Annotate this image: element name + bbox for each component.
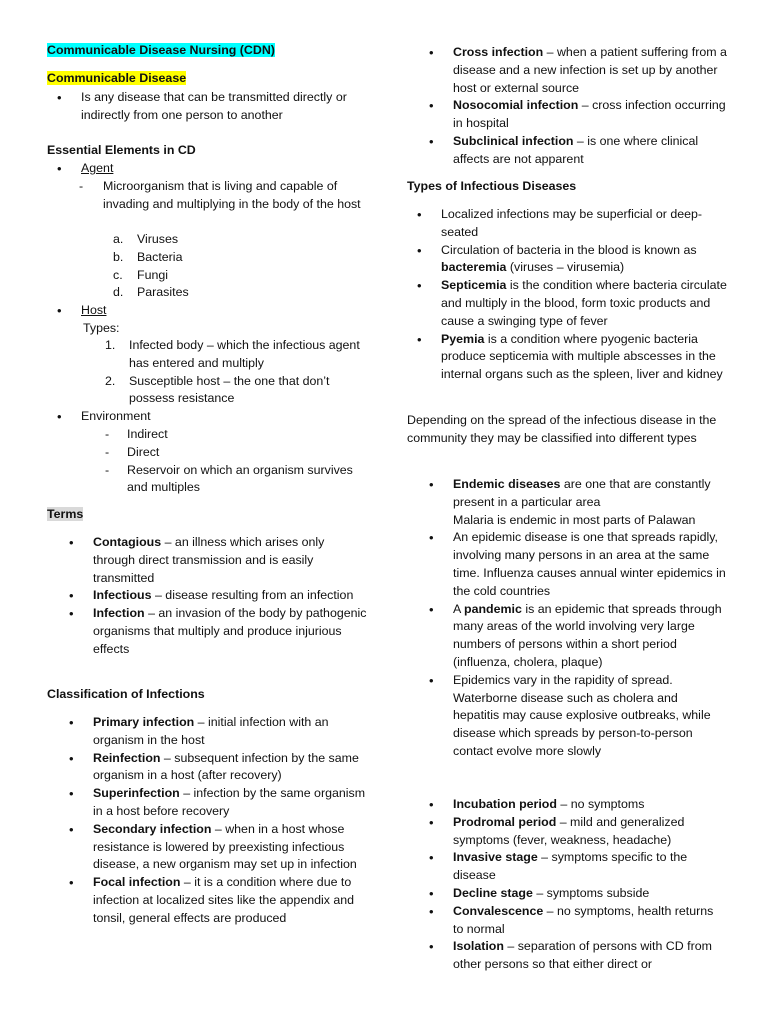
bacteremia-term: bacteremia bbox=[441, 260, 507, 275]
classification-term: Reinfection bbox=[93, 750, 161, 765]
classification-desc: – infection by the same organism in a host before recovery bbox=[93, 786, 366, 818]
stage-term: Decline stage bbox=[453, 885, 533, 900]
types-list bbox=[407, 206, 727, 384]
infection-kind-item bbox=[407, 97, 727, 133]
infection-kind-item bbox=[407, 133, 727, 169]
infection-kind-item bbox=[407, 44, 727, 97]
agent-type-item: b. Bacteria bbox=[47, 249, 367, 267]
endemic-term: Endemic diseases bbox=[453, 477, 561, 491]
term-name: Infection bbox=[93, 606, 145, 621]
stage-term: Isolation bbox=[453, 939, 504, 954]
infection-kind-term: Nosocomial infection bbox=[453, 98, 579, 113]
classification-term: Primary infection bbox=[93, 715, 195, 729]
environment-sub-item: - Indirect bbox=[47, 426, 367, 444]
agent-desc-list bbox=[47, 178, 367, 214]
infection-kind-desc: – when a patient suffering from a disease and a new infection is set up by another host or external source bbox=[453, 45, 727, 95]
environment-sub-item: - Direct bbox=[47, 444, 367, 462]
pandemic-term: pandemic bbox=[464, 601, 522, 616]
classification-item bbox=[47, 821, 367, 874]
spread-item-rapidity: • Epidemics vary in the rapidity of spread. Waterborne disease such as cholera and hepatitis may cause explosive outbreaks, while disease which spreads by person-to-person contact evolve more slowly bbox=[407, 672, 727, 761]
type-item-localized: • Localized infections may be superficial or deep-seated bbox=[407, 206, 727, 242]
endemic-example: Malaria is endemic in most parts of Palawan bbox=[453, 512, 696, 527]
classification-desc: – it is a condition where due to infection at localized sites like the appendix and tonsil, general effects are produced bbox=[93, 875, 355, 925]
host-types-label: Types: bbox=[83, 321, 120, 335]
stage-item bbox=[407, 903, 727, 939]
agent-label: Agent bbox=[81, 161, 114, 175]
classification-term: Focal infection bbox=[93, 875, 181, 890]
cd-heading bbox=[47, 70, 367, 88]
pyemia-desc: is a condition where pyogenic bacteria produce septicemia with multiple abscesses in the internal organs such as the spleen, liver and kidney bbox=[441, 331, 723, 382]
classification-desc: – subsequent infection by the same organism in a host (after recovery) bbox=[93, 750, 359, 783]
host-item bbox=[47, 302, 367, 320]
infection-kind-desc: – is one where clinical affects are not apparent bbox=[453, 133, 699, 166]
stage-term: Invasive stage bbox=[453, 850, 538, 865]
agent-type-item: a. Viruses bbox=[47, 231, 367, 249]
agent-desc: - Microorganism that is living and capable of invading and multiplying in the body of the host bbox=[47, 178, 367, 214]
infection-kinds-list bbox=[407, 44, 727, 169]
classification-term: Secondary infection bbox=[93, 821, 212, 836]
spread-item-endemic bbox=[407, 476, 727, 529]
types-heading: Types of Infectious Diseases bbox=[407, 179, 577, 193]
environment-sub-list bbox=[47, 426, 367, 497]
terms-heading-text: Terms bbox=[47, 507, 84, 521]
endemic-desc: are one that are constantly present in a particular area bbox=[453, 477, 711, 509]
host-list bbox=[47, 302, 367, 320]
septicemia-term: Septicemia bbox=[441, 278, 507, 293]
stage-item bbox=[407, 814, 727, 850]
stage-desc: – no symptoms, health returns to normal bbox=[453, 903, 714, 936]
stage-item bbox=[407, 849, 727, 885]
document-title bbox=[47, 42, 367, 60]
spread-item-pandemic bbox=[407, 601, 727, 672]
spread-paragraph: Depending on the spread of the infectious disease in the community they may be classified into different types bbox=[407, 413, 717, 445]
pandemic-desc: is an epidemic that spreads through many areas of the world involving very large numbers of persons within a short period (influenza, cholera, plaque) bbox=[453, 601, 722, 669]
infection-kind-term: Subclinical infection bbox=[453, 133, 574, 148]
host-type-item: 1. Infected body – which the infectious agent has entered and multiply bbox=[47, 337, 367, 373]
classification-heading: Classification of Infections bbox=[47, 687, 205, 701]
stage-term: Prodromal period bbox=[453, 814, 557, 829]
stage-item bbox=[407, 885, 727, 903]
septicemia-desc: is the condition where bacteria circulate and multiply in the blood, form toxic products and cause a swinging type of fever bbox=[441, 278, 727, 328]
classification-desc: – initial infection with an organism in the host bbox=[93, 715, 329, 747]
pandemic-pre: A bbox=[453, 601, 465, 616]
agent-item bbox=[47, 160, 367, 178]
stage-desc: – mild and generalized symptoms (fever, weakness, headache) bbox=[453, 814, 685, 847]
agent-types-list bbox=[47, 231, 367, 302]
host-type-item: 2. Susceptible host – the one that don’t possess resistance bbox=[47, 373, 367, 409]
stage-term: Incubation period bbox=[453, 797, 557, 811]
classification-list bbox=[47, 714, 367, 928]
stage-desc: – no symptoms bbox=[556, 797, 645, 811]
stage-item bbox=[407, 938, 727, 974]
stage-term: Convalescence bbox=[453, 903, 544, 918]
environment-sub-item: - Reservoir on which an organism survives and multiples bbox=[47, 462, 367, 498]
spread-list bbox=[407, 476, 727, 761]
bacteremia-pre: Circulation of bacteria in the blood is known as bbox=[441, 242, 697, 257]
stages-list bbox=[407, 796, 727, 974]
stage-desc: – symptoms subside bbox=[532, 885, 650, 900]
terms-heading bbox=[47, 506, 367, 524]
title-text: Communicable Disease Nursing (CDN) bbox=[47, 43, 275, 57]
term-item bbox=[47, 587, 367, 605]
type-item-bacteremia bbox=[407, 242, 727, 278]
term-desc: – an invasion of the body by pathogenic organisms that multiply and produce injurious effects bbox=[93, 606, 367, 656]
infection-kind-desc: – cross infection occurring in hospital bbox=[453, 98, 726, 131]
type-item-septicemia bbox=[407, 277, 727, 330]
environment-list bbox=[47, 408, 367, 426]
pyemia-term: Pyemia bbox=[441, 331, 485, 346]
classification-desc: – when in a host whose resistance is lowered by preexisting infectious disease, a new organism may set up in infection bbox=[93, 821, 357, 872]
environment-item: • Environment bbox=[47, 408, 367, 426]
agent-type-item: c. Fungi bbox=[47, 267, 367, 285]
spread-item-epidemic: • An epidemic disease is one that spreads rapidly, involving many persons in an area at the same time. Influenza causes annual winter epidemics in the cold countries bbox=[407, 529, 727, 600]
essential-elements-heading: Essential Elements in CD bbox=[47, 143, 196, 157]
term-desc: – disease resulting from an infection bbox=[151, 588, 354, 603]
terms-list bbox=[47, 534, 367, 659]
term-item bbox=[47, 605, 367, 658]
agent-type-item: d. Parasites bbox=[47, 284, 367, 302]
cd-heading-text: Communicable Disease bbox=[47, 71, 187, 85]
classification-item bbox=[47, 785, 367, 821]
classification-item bbox=[47, 714, 367, 750]
term-name: Infectious bbox=[93, 588, 152, 603]
host-types-list bbox=[47, 337, 367, 408]
type-item-pyemia bbox=[407, 331, 727, 384]
classification-item bbox=[47, 750, 367, 786]
term-item bbox=[47, 534, 367, 587]
host-label: Host bbox=[81, 303, 107, 317]
cd-definition-list bbox=[47, 89, 367, 125]
cd-definition: • Is any disease that can be transmitted directly or indirectly from one person to another bbox=[47, 89, 367, 125]
agent-list bbox=[47, 160, 367, 178]
term-desc: – an illness which arises only through direct transmission and is easily transmitted bbox=[93, 535, 325, 585]
classification-item bbox=[47, 874, 367, 927]
infection-kind-term: Cross infection bbox=[453, 45, 544, 59]
bacteremia-post: (viruses – virusemia) bbox=[506, 260, 625, 275]
term-name: Contagious bbox=[93, 535, 162, 549]
stage-desc: – separation of persons with CD from other persons so that either direct or bbox=[453, 939, 712, 972]
stage-desc: – symptoms specific to the disease bbox=[453, 850, 688, 883]
classification-term: Superinfection bbox=[93, 786, 180, 801]
stage-item bbox=[407, 796, 727, 814]
